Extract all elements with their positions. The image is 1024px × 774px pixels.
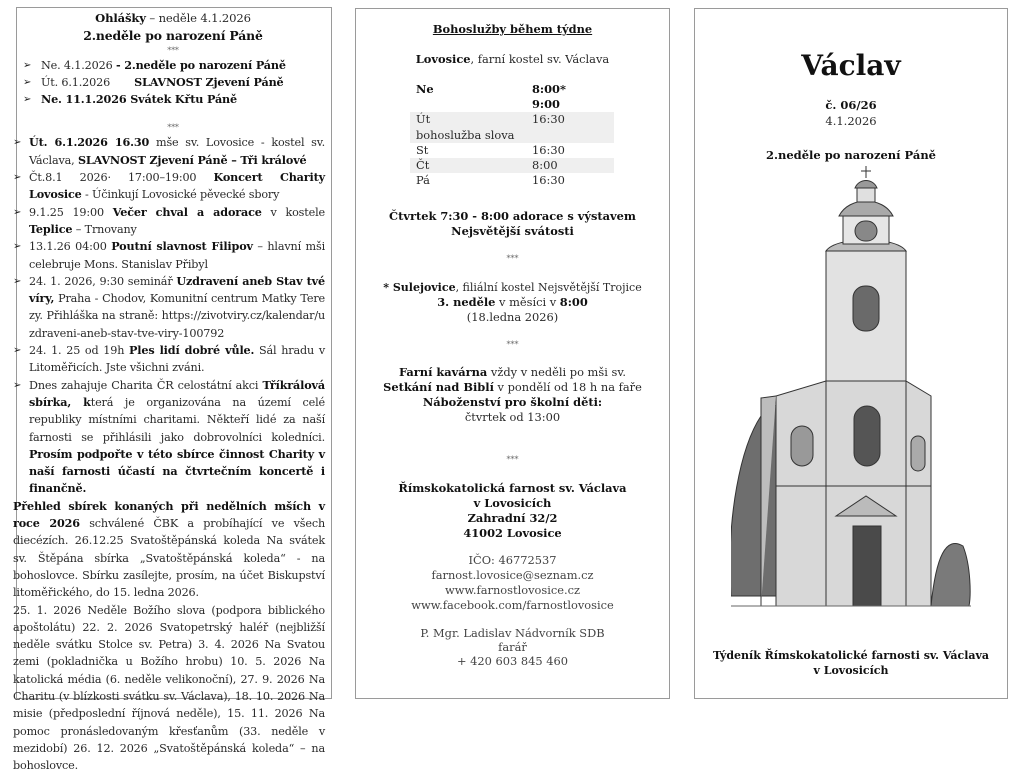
arrow-bullet-icon: ➢ <box>13 204 21 221</box>
services-panel <box>355 8 670 699</box>
asterisk: * <box>383 281 393 294</box>
event-text: Prosím podpořte v této sbírce činnost Charity v naší farnosti účastí na čtvrtečním koncertě i finančně. <box>29 447 325 496</box>
collections-list: 25. 1. 2026 Neděle Božího slova (podpora biblického apoštolátu) 22. 2. 2026 Svatopetrský haléř (nejbližší neděle svátku Stolce sv. Petra) 3. 4. 2026 Na Svatou zemi (pokladnička u Božího hrobu) 10. 5. 2026 Na katolická média (6. neděle velikonoční), 27. 9. 2026 Na Charitu (v blízkosti svátku sv. Václava), 18. 10. 2026 Na misie (předposlední říjnová neděle), 15. 11. 2026 Na pomoc pronásledovaným křesťanům (33. neděle v mezidobí) 26. 12. 2026 „Svatoštěpánská koleda“ – na bohoslovce. <box>13 602 325 774</box>
adoration-line-1: Čtvrtek 7:30 - 8:00 adorace s výstavem <box>356 209 669 224</box>
announcements-header <box>21 10 325 27</box>
schedule-time: 16:30 <box>532 112 614 142</box>
location-name: Lovosice <box>416 52 471 66</box>
announcements-panel <box>16 7 332 699</box>
sulejovice-church: , filiální kostel Nejsvětější Trojice <box>456 281 642 294</box>
event-item <box>11 273 325 342</box>
separator-stars: *** <box>356 454 669 466</box>
separator-stars: *** <box>356 253 669 265</box>
event-text: 24. 1. 25 od 19h <box>29 344 129 357</box>
event-text: Večer chval a adorace <box>113 205 262 219</box>
event-text: Praha - Chodov, Komunitní centrum Matky Terezy. Přihláška na straně: https://zivotviry.cz/kalendar/uzdraveni-aneb-stav-tve-viry-100792 <box>29 292 325 340</box>
bible-line <box>356 380 669 395</box>
cafe-line <box>356 365 669 380</box>
separator-stars: *** <box>356 339 669 351</box>
email-link[interactable]: farnost.lovosice@seznam.cz <box>356 568 669 583</box>
event-text: Ples lidí dobré vůle. <box>129 343 254 357</box>
bible-name: Setkání nad Biblí <box>383 380 494 394</box>
sulejovice-week: 3. neděle <box>437 295 495 309</box>
date-text: Ne. 4.1.2026 <box>41 59 116 72</box>
schedule-day-note: bohoslužba slova <box>416 128 532 143</box>
address-line: v Lovosicích <box>356 496 669 511</box>
event-text: Tříkrálová sbírka, k <box>29 378 325 409</box>
arrow-bullet-icon: ➢ <box>13 342 21 359</box>
date-feast: SLAVNOST Zjevení Páně <box>134 75 283 89</box>
schedule-day: St <box>410 143 532 158</box>
schedule-row <box>410 173 614 188</box>
issue-date: 4.1.2026 <box>695 114 1007 128</box>
ico: IČO: 46772537 <box>356 553 669 568</box>
event-text: SLAVNOST Zjevení Páně – Tři králové <box>78 153 307 167</box>
priest-role: farář <box>356 640 669 655</box>
schedule-time: 8:00 <box>532 158 614 173</box>
event-text: Uzdravení aneb Stav tvé víry, <box>29 274 325 305</box>
separator-stars: *** <box>21 45 325 57</box>
cafe-name: Farní kavárna <box>399 365 487 379</box>
church-image <box>731 166 971 618</box>
date-feast: - 2.neděle po narození Páně <box>116 58 286 72</box>
footer-line-2: v Lovosicích <box>695 664 1007 677</box>
event-text: mše sv. Lovosice - kostel sv. Václava, <box>29 136 325 166</box>
date-item <box>21 57 325 74</box>
event-text: 24. 1. 2026, 9:30 seminář <box>29 275 176 288</box>
arrow-bullet-icon: ➢ <box>23 74 31 91</box>
priest-name: P. Mgr. Ladislav Nádvorník SDB <box>356 626 669 641</box>
date-text: Út. 6.1.2026 <box>41 76 110 89</box>
separator-stars: *** <box>21 122 325 134</box>
arrow-bullet-icon: ➢ <box>13 134 21 151</box>
sulejovice-line-1 <box>356 280 669 295</box>
footer-line-1: Týdeník Římskokatolické farnosti sv. Václava <box>695 649 1007 662</box>
services-title: Bohoslužby během týdne <box>356 22 669 37</box>
newsletter-title: Václav <box>695 49 1007 82</box>
priest-phone: + 420 603 845 460 <box>356 654 669 669</box>
collections-text: schválené ČBK a probíhající ve všech diecézích. 26.12.25 Svatoštěpánská koleda Na svátek sv. Štěpána sbírka „Svatoštěpánská koleda“ - na bohoslovce. Sbírku zasílejte, prosím, na účet Biskupství litoměřického, do 15. ledna 2026. <box>13 517 325 599</box>
event-item <box>11 204 325 239</box>
adoration-line-2: Nejsvětější svátosti <box>356 224 669 239</box>
arrow-bullet-icon: ➢ <box>23 91 31 108</box>
religion-line: Náboženství pro školní děti: <box>356 395 669 410</box>
event-text: - Účinkují Lovosické pěvecké sbory <box>82 188 280 201</box>
event-text: – hlavní mši celebruje Mons. Stanislav Přibyl <box>29 240 325 270</box>
collections-heading: Přehled sbírek konaných při nedělních mších v roce 2026 <box>13 499 325 530</box>
religion-time: čtvrtek od 13:00 <box>356 410 669 425</box>
event-text: Teplice <box>29 222 72 236</box>
announcements-date: – neděle 4.1.2026 <box>146 11 251 25</box>
announcements-subtitle: 2.neděle po narození Páně <box>21 27 325 44</box>
schedule-day-name: Út <box>416 112 532 127</box>
address-line: Římskokatolická farnost sv. Václava <box>356 481 669 496</box>
arrow-bullet-icon: ➢ <box>23 57 31 74</box>
event-text: terá je organizována na území celé republiky místními charitami. Někteří lidé za naší farnosti se přihlásili jako dobrovolníci koledníci. <box>29 396 325 444</box>
schedule-time-1: 8:00* <box>532 82 614 97</box>
event-text: v kostele <box>262 206 325 219</box>
event-item <box>11 377 325 498</box>
facebook-link[interactable]: www.facebook.com/farnostlovosice <box>356 598 669 613</box>
schedule-row <box>410 112 614 142</box>
collections-paragraph <box>13 498 325 602</box>
website-link[interactable]: www.farnostlovosice.cz <box>356 583 669 598</box>
schedule-row <box>410 158 614 173</box>
sulejovice-name: Sulejovice <box>393 281 456 294</box>
arrow-bullet-icon: ➢ <box>13 169 21 186</box>
sulejovice-text: v měsíci v <box>495 295 559 309</box>
services-location <box>356 52 669 67</box>
event-item <box>11 238 325 273</box>
schedule-day <box>410 112 532 142</box>
event-text: – Trnovany <box>72 223 136 236</box>
cafe-text: vždy v neděli po mši sv. <box>487 365 626 379</box>
address-line: Zahradní 32/2 <box>356 511 669 526</box>
schedule-day: Ne <box>410 82 532 112</box>
arrow-bullet-icon: ➢ <box>13 377 21 394</box>
sulejovice-time: 8:00 <box>560 295 588 309</box>
schedule-day: Čt <box>410 158 532 173</box>
event-text: Poutní slavnost Filipov <box>111 239 253 253</box>
schedule-day: Pá <box>410 173 532 188</box>
date-item <box>21 74 325 91</box>
address-line: 41002 Lovosice <box>356 526 669 541</box>
schedule-time: 16:30 <box>532 143 614 158</box>
issue-number: č. 06/26 <box>695 98 1007 112</box>
sulejovice-line-2 <box>356 295 669 310</box>
announcements-title: Ohlášky <box>95 11 146 25</box>
cover-panel <box>694 8 1008 699</box>
schedule-time <box>532 82 614 112</box>
schedule-time-2: 9:00 <box>532 97 614 112</box>
schedule-row <box>410 82 614 112</box>
arrow-bullet-icon: ➢ <box>13 273 21 290</box>
event-text: Sál hradu v Litoměřicích. Jste všichni zváni. <box>29 344 325 374</box>
event-text: Út. 6.1.2026 16.30 <box>29 135 149 149</box>
event-item <box>11 134 325 169</box>
schedule-time: 16:30 <box>532 173 614 188</box>
schedule-table <box>410 82 614 188</box>
event-text: Čt.8.1 2026· 17:00–19:00 <box>29 171 214 184</box>
date-feast: Ne. 11.1.2026 Svátek Křtu Páně <box>41 92 237 106</box>
event-item <box>11 169 325 204</box>
sulejovice-date: (18.ledna 2026) <box>356 310 669 325</box>
date-item <box>21 91 325 108</box>
location-church: , farní kostel sv. Václava <box>471 52 610 66</box>
event-item <box>11 342 325 377</box>
arrow-bullet-icon: ➢ <box>13 238 21 255</box>
cover-subtitle: 2.neděle po narození Páně <box>695 148 1007 162</box>
event-text: 9.1.25 19:00 <box>29 206 113 219</box>
event-text: 13.1.26 04:00 <box>29 240 111 253</box>
event-text: Koncert Charity Lovosice <box>29 170 325 201</box>
schedule-row <box>410 143 614 158</box>
bible-text: v pondělí od 18 h na faře <box>494 380 642 394</box>
event-text: Dnes zahajuje Charita ČR celostátní akci <box>29 379 262 392</box>
